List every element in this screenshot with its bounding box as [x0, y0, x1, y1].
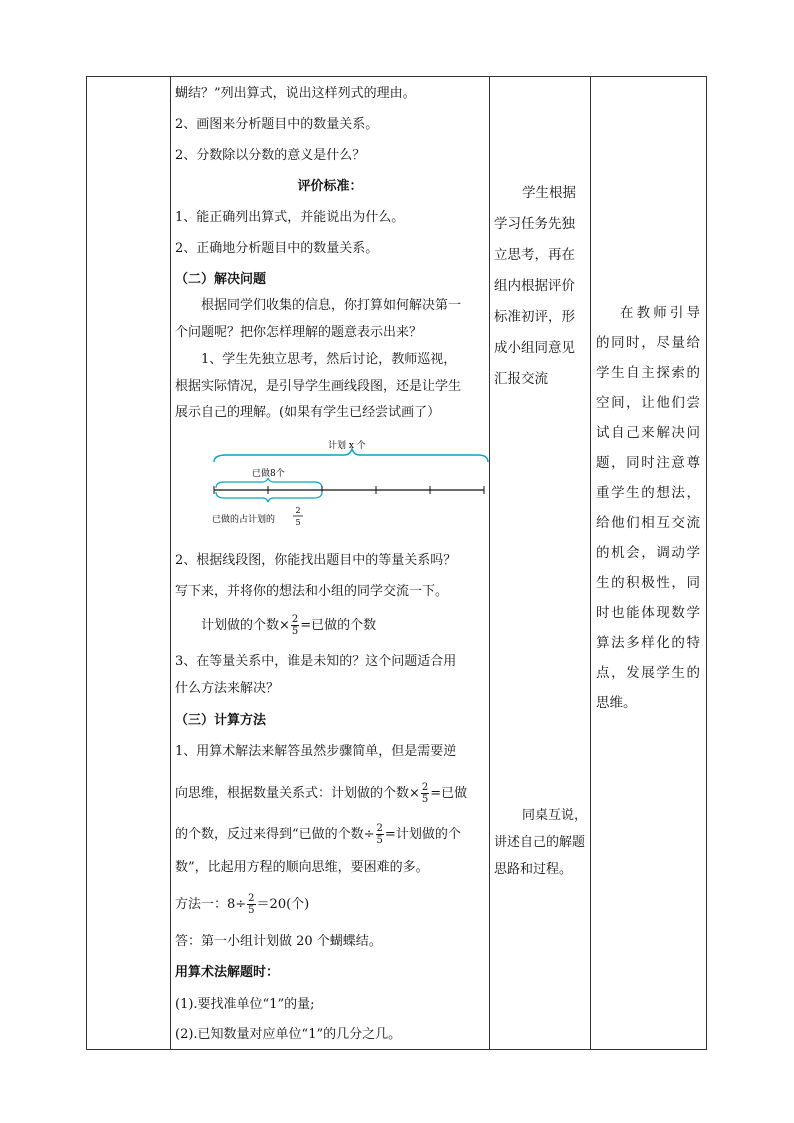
text-line-10: 1、学生先独立思考，然后讨论，教师巡视， [201, 352, 457, 367]
diagram-inner-label: 已做8个 [252, 469, 285, 479]
text-line-8: 根据同学们收集的信息，你打算如何解决第一 [201, 298, 462, 313]
done-brace-bottom [216, 492, 322, 502]
text-line-6: 2、正确地分析题目中的数量关系。 [175, 241, 379, 256]
answer-line: 答：第一小组计划做 20 个蝴蝶结。 [175, 934, 382, 949]
text-line-1: 蝴结？”列出算式，说出这样列式的理由。 [175, 86, 416, 101]
design-intent: 在教师引导的同时，尽量给学生自主探索的空间，让他们尝试自己来解决问题，同时注意尊重学生的想法，给他们相互交流的机会，调动学生的积极性，同时也能体现数学算法多样化的特点，发展学生的思维。 [596, 305, 700, 711]
fraction-2-5: $\frac{2}{5}$ [376, 823, 383, 846]
fraction-2-5: $\frac{2}{5}$ [248, 893, 255, 916]
column-divider-1 [170, 77, 171, 1049]
text-line-11: 根据实际情况，是引导学生画线段图，还是让学生 [175, 379, 462, 394]
section-heading-3: （三）计算方法 [175, 713, 267, 728]
equation-line-2: 向思维，根据数量关系式：计划做的个数× $\frac{2}{5}$ =已做 [175, 782, 468, 805]
column-divider-3 [590, 77, 591, 1049]
text-line-5: 1、能正确列出算式，并能说出为什么。 [175, 210, 405, 225]
equation-line-1 [201, 614, 376, 637]
diagram-frac-den: 5 [295, 518, 301, 527]
text-line-19: 1、用算术解法来解答虽然步骤简单，但是需要逆 [175, 744, 457, 759]
text-line-16: 3、在等量关系中，谁是未知的？这个问题适合用 [175, 654, 457, 669]
text-line-13: 2、根据线段图，你能找出题目中的等量关系吗？ [175, 553, 457, 568]
student-activity-1: 学生根据学习任务先独立思考，再在组内根据评价标准初评，形成小组同意见汇报交流 [494, 185, 576, 387]
equation-left: 计划做的个数× [201, 618, 290, 633]
column-divider-2 [489, 77, 490, 1049]
text-line-2: 2、画图来分析题目中的数量关系。 [175, 117, 379, 132]
diagram-top-label: 计划 x 个 [328, 441, 366, 451]
text-line-27: (2).已知数量对应单位“1”的几分之几。 [175, 1027, 402, 1042]
done-brace-top [216, 478, 322, 488]
text-line-22: 数”，比起用方程的顺向思维，要困难的多。 [175, 860, 429, 875]
text-line-17: 什么方法来解决？ [175, 681, 280, 696]
text-line-12: 展示自己的理解。(如果有学生已经尝试画了） [175, 405, 441, 420]
method-one-line: 方法一：8÷ $\frac{2}{5}$ ＝20(个) [175, 893, 310, 916]
fraction-2-5: $\frac{2}{5}$ [291, 614, 299, 637]
summary-heading: 用算术法解题时： [175, 965, 280, 980]
line-segment-diagram [208, 432, 492, 532]
equation-right: =已做的个数 [300, 618, 377, 633]
equation-line-3: 的个数，反过来得到“已做的个数÷ $\frac{2}{5}$ =计划做的个 [175, 823, 461, 846]
student-activity-2: 同桌互说，讲述自己的解题思路和过程。 [494, 808, 588, 877]
plan-brace [214, 449, 488, 462]
diagram-frac-num: 2 [295, 506, 301, 515]
diagram-bottom-label: 已做的占计划的 [212, 515, 276, 525]
text-line-3: 2、分数除以分数的意义是什么？ [175, 148, 366, 163]
section-heading-2: （二）解决问题 [175, 272, 267, 287]
fraction-2-5: $\frac{2}{5}$ [421, 782, 429, 805]
text-line-14: 写下来，并将你的想法和小组的同学交流一下。 [175, 584, 449, 599]
text-line-26: (1).要找准单位“1”的量; [175, 997, 315, 1012]
criteria-heading: 评价标准： [297, 179, 363, 194]
text-line-9: 个问题呢？把你怎样理解的题意表示出来？ [175, 325, 423, 340]
